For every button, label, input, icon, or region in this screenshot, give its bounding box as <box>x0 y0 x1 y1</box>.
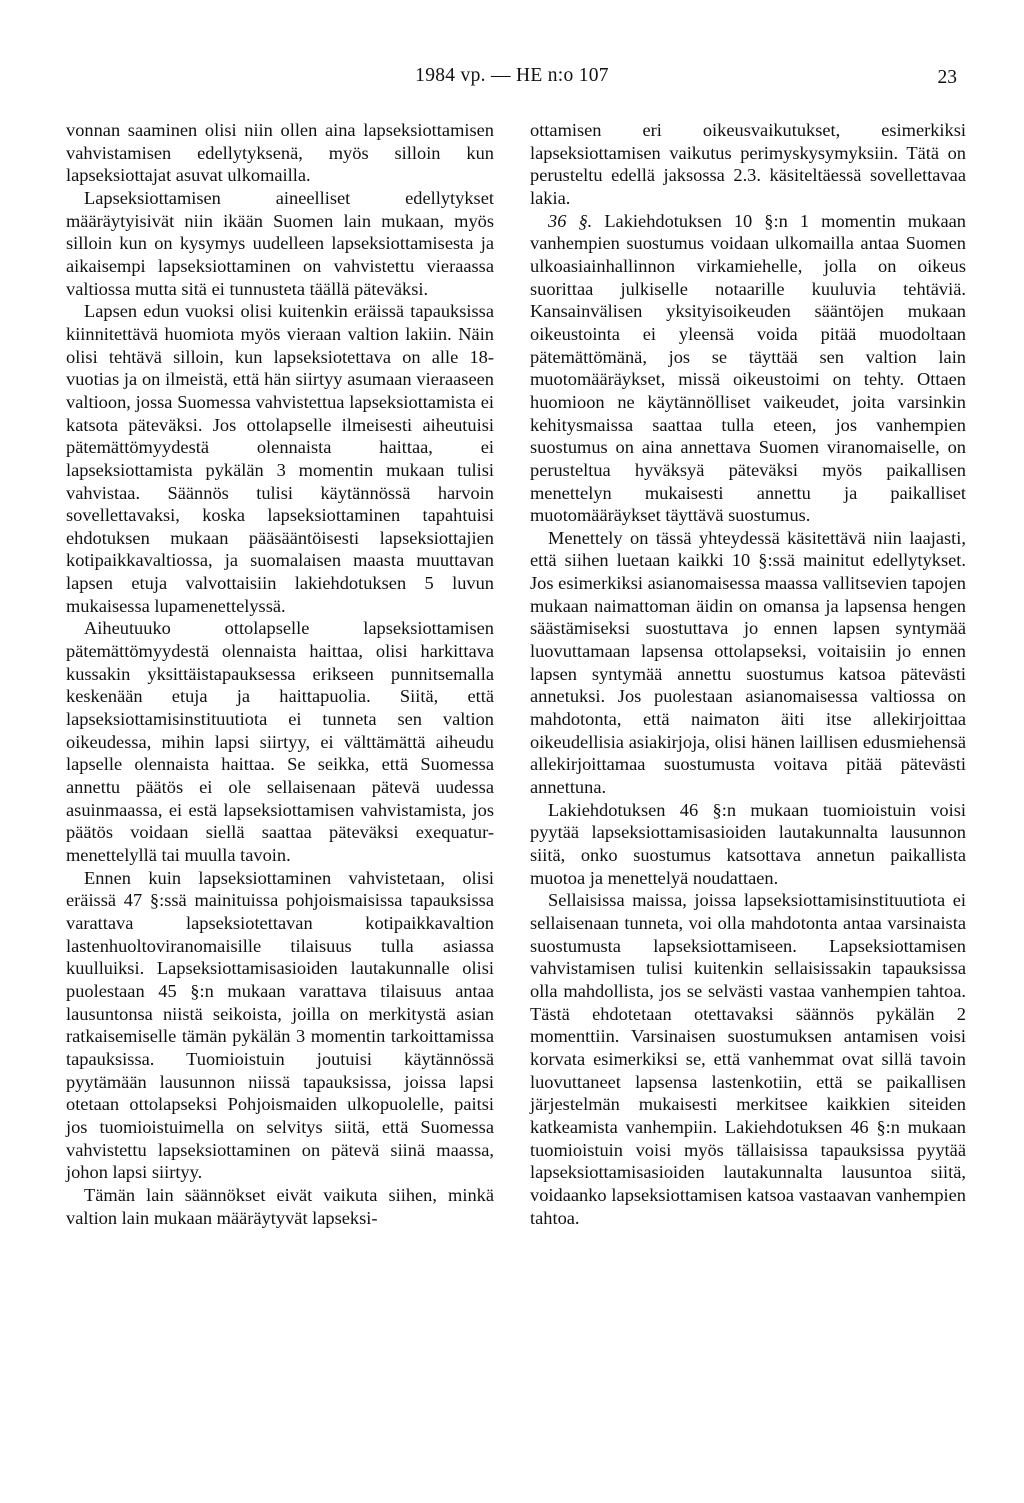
section-heading: 36 §. <box>548 210 593 231</box>
page-header <box>0 62 1024 90</box>
running-title: 1984 vp. — HE n:o 107 <box>415 65 609 86</box>
left-column <box>66 119 494 1229</box>
page-number: 23 <box>937 67 957 88</box>
paragraph-text: Lakiehdotuksen 10 §:n 1 momentin mukaan vanhempien suostumus voidaan ulkomailla antaa Suomen ulkoasiainhallinnon virkamiehelle, jolla on oikeus suorittaa julkiselle notaarille kuuluvia tehtäviä. Kansainvälisen yksityisoikeuden sääntöjen mukaan oikeustointa ei yleensä voida pitää muodoltaan pätemättömänä, jos se täyttää sen valtion lain muotomääräykset, missä oikeustoimi on tehty. Ottaen huomioon ne käytännölliset vaikeudet, joita varsinkin kehitysmaissa saattaa tulla eteen, jos vanhempien suostumus on aina annettava Suomen viranomaiselle, on perusteltua hyväksyä päteväksi myös paikallisen menettelyn mukaisesti annettu ja paikalliset muotomääräykset täyttävä suostumus. <box>530 210 966 526</box>
paragraph: Lapseksiottamisen aineelliset edellytykset määräytyisivät niin ikään Suomen lain mukaan, myös silloin kun on kysymys uudelleen lapseksiottamisesta ja aikaisempi lapseksiottaminen on vahvistettu vieraassa valtiossa mutta sitä ei tunnusteta täällä päteväksi. <box>66 187 494 299</box>
paragraph: Lapsen edun vuoksi olisi kuitenkin eräissä tapauksissa kiinnitettävä huomiota myös vieraan valtion lakiin. Näin olisi tehtävä silloin, kun lapseksiotettava on alle 18-vuotias ja on ilmeistä, että hän siirtyy asumaan vieraaseen valtioon, jossa Suomessa vahvistettua lapseksiottamista ei katsota päteväksi. Jos ottolapselle ilmeisesti aiheutuisi pätemättömyydestä olennaista haittaa, ei lapseksiottamista pykälän 3 momentin mukaan tulisi vahvistaa. Säännös tulisi käytännössä harvoin sovellettavaksi, koska lapseksiottaminen tapahtuisi ehdotuksen mukaan pääsääntöisesti lapseksiottajien kotipaikkavaltiossa, ja suomalaisen maasta muuttavan lapsen etuja valvottaisiin lakiehdotuksen 5 luvun mukaisessa lupamenettelyssä. <box>66 301 494 616</box>
paragraph: Ennen kuin lapseksiottaminen vahvistetaan, olisi eräissä 47 §:ssä mainituissa pohjoismaisissa tapauksissa varattava lapseksiotettavan kotipaikkavaltion lastenhuoltoviranomaisille tilaisuus tulla asiassa kuulluiksi. Lapseksiottamisasioiden lautakunnalle olisi puolestaan 45 §:n mukaan varattava tilaisuus antaa lausuntonsa niistä seikoista, joilla on merkitystä asian ratkaisemiselle tämän pykälän 3 momentin tarkoittamissa tapauksissa. Tuomioistuin joutuisi käytännössä pyytämään lausunnon niissä tapauksissa, joissa lapsi otetaan ottolapseksi Pohjoismaiden ulkopuolelle, paitsi jos tuomioistuimella on selvitys siitä, että Suomessa vahvistettu lapseksiottaminen on pätevä siinä maassa, johon lapsi siirtyy. <box>66 867 494 1183</box>
paragraph <box>530 210 966 527</box>
paragraph: Aiheutuuko ottolapselle lapseksiottamisen pätemättömyydestä olennaista haittaa, olisi harkittava kussakin yksittäistapauksessa erikseen punnitsemalla keskenään etuja ja haittapuolia. Siitä, että lapseksiottamisinstituutiota ei tunneta sen valtion oikeudessa, mihin lapsi siirtyy, ei välttämättä aiheudu lapselle olennaista haittaa. Se seikka, että Suomessa annettu päätös ei ole sellaisenaan pätevä uudessa asuinmaassa, ei estä lapseksiottamisen vahvistamista, jos päätös voidaan siellä saattaa päteväksi exequatur-menettelyllä tai muulla tavoin. <box>66 618 494 865</box>
paragraph: Lakiehdotuksen 46 §:n mukaan tuomioistuin voisi pyytää lapseksiottamisasioiden lautakunnalta lausunnon siitä, onko suostumus katsottava annetun paikallista muotoa ja menettelyä noudattaen. <box>530 799 966 888</box>
right-column <box>530 119 966 1229</box>
paragraph: vonnan saaminen olisi niin ollen aina lapseksiottamisen vahvistamisen edellytyksenä, myös silloin kun lapseksiottajat asuvat ulkomailla. <box>66 120 494 186</box>
paragraph: ottamisen eri oikeusvaikutukset, esimerkiksi lapseksiottamisen vaikutus perimyskysymyksiin. Tätä on perusteltu edellä jaksossa 2.3. käsiteltäessä sovellettavaa lakia. <box>530 120 966 208</box>
paragraph: Menettely on tässä yhteydessä käsitettävä niin laajasti, että siihen luetaan kaikki 10 §:ssä mainitut edellytykset. Jos esimerkiksi asianomaisessa maassa vallitsevien tapojen mukaan naimattoman äidin on omansa ja lapsensa hengen säästämiseksi suostuttava jo ennen lapsen syntymää luovuttamaan lapsensa ottolapseksi, voitaisiin jo ennen lapsen syntymää annettu suostumus katsoa pätevästi annetuksi. Jos puolestaan asianomaisessa valtiossa on mahdotonta, että naimaton äiti itse allekirjoittaa oikeudellisia asiakirjoja, olisi hänen laillisen edusmiehensä allekirjoittamaa suostumusta voitava pitää pätevästi annettuna. <box>530 527 966 798</box>
paragraph: Sellaisissa maissa, joissa lapseksiottamisinstituutiota ei sellaisenaan tunneta, voi olla mahdotonta antaa varsinaista suostumusta lapseksiottamiseen. Lapseksiottamisen vahvistamisen tulisi kuitenkin sellaisissakin tapauksissa olla mahdollista, jos se selvästi vastaa vanhempien tahtoa. Tästä ehdotetaan otettavaksi säännös pykälän 2 momenttiin. Varsinaisen suostumuksen antamisen voisi korvata esimerkiksi se, että vanhemmat ovat sillä tavoin luovuttaneet lapsensa lastenkotiin, että se paikallisen järjestelmän mukaisesti merkitsee kaikkien siteiden katkeamista vanhempiin. Lakiehdotuksen 46 §:n mukaan tuomioistuin voisi myös tällaisissa tapauksissa pyytää lapseksiottamisasioiden lautakunnalta lausuntoa siitä, voidaanko lapseksiottamisen katsoa vastaavan vanhempien tahtoa. <box>530 890 966 1228</box>
paragraph: Tämän lain säännökset eivät vaikuta siihen, minkä valtion lain mukaan määräytyvät lapseksi- <box>66 1184 494 1228</box>
